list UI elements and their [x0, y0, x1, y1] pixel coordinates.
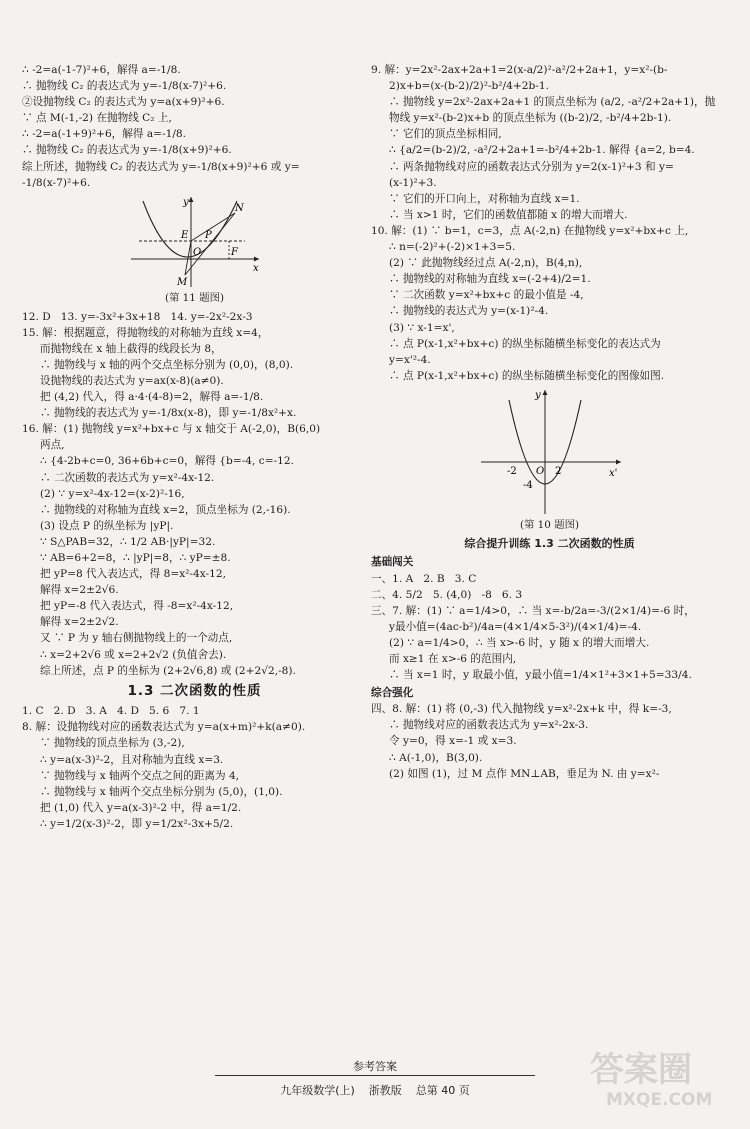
text-line: ∴ y=1/2(x-3)²-2，即 y=1/2x²-3x+5/2. — [40, 817, 234, 830]
text-line: 2)x+b=(x-(b-2)/2)²-b²/4+2b-1. — [389, 80, 549, 93]
text-line: ∴ 点 P(x-1,x²+bx+c) 的纵坐标随横坐标变化的图像如图. — [389, 369, 665, 382]
text-line: 10. 解：(1) ∵ b=1，c=3，点 A(-2,n) 在抛物线 y=x²+bx+c 上, — [371, 224, 689, 237]
text-line: ∵ 二次函数 y=x²+bx+c 的最小值是 -4, — [389, 289, 584, 302]
right-block-3 — [371, 701, 728, 781]
text-line: ∵ S△PAB=32，∴ 1/2 AB·|yP|=32. — [40, 535, 216, 548]
text-line: -1/8(x-7)²+6. — [22, 176, 91, 189]
section-subheading: 综合提升训练 1.3 二次函数的性质 — [464, 536, 635, 550]
label-m: M — [176, 276, 187, 288]
left-block-1 — [22, 62, 367, 191]
text-line: ∴ 抛物线的对称轴为直线 x=(-2+4)/2=1. — [389, 273, 591, 286]
right-block-1 — [371, 62, 728, 384]
text-line: ∴ 抛物线的表达式为 y=-1/8x(x-8)，即 y=-1/8x²+x. — [40, 407, 297, 420]
text-line: 物线 y=x²-(b-2)x+b 的顶点坐标为 ((b-2)/2, -b²/4+2b-1). — [389, 112, 672, 125]
label-2: 2 — [554, 465, 561, 477]
label-y: y — [534, 389, 541, 401]
text-line: 而 x≥1 在 x>-6 的范围内, — [389, 652, 517, 665]
text-line: ∴ -2=a(-1-7)²+6，解得 a=-1/8. — [22, 64, 181, 76]
label-e: E — [180, 229, 188, 241]
text-line: 8. 解：设抛物线对应的函数表达式为 y=a(x+m)²+k(a≠0). — [22, 721, 306, 734]
text-line: ∴ -2=a(-1+9)²+6，解得 a=-1/8. — [22, 128, 187, 141]
text-line: 把 (4,2) 代入，得 a·4·(4-8)=2，解得 a=-1/8. — [40, 391, 264, 404]
text-line: 又 ∵ P 为 y 轴右侧抛物线上的一个动点, — [40, 632, 233, 645]
text-line: ∴ 抛物线 C₂ 的表达式为 y=-1/8(x-7)²+6. — [22, 80, 227, 93]
segment-pn — [191, 213, 235, 241]
text-line: 把 yP=-8 代入表达式，得 -8=x²-4x-12, — [40, 600, 234, 613]
text-line: ∴ n=(-2)²+(-2)×1+3=5. — [389, 241, 516, 254]
text-line: 解得 x=2±2√6. — [40, 584, 119, 597]
text-line: ∴ x=2+2√6 或 x=2+2√2 (负值舍去). — [40, 648, 227, 661]
figure-10-parabola — [475, 386, 625, 516]
text-line: 解得 x=2±2√2. — [40, 616, 119, 629]
text-line: ∴ 当 x=1 时，y 取最小值，y最小值=1/4×1²+3×1+5=33/4. — [389, 669, 692, 682]
text-line: ∴ 抛物线的表达式为 y=(x-1)²-4. — [389, 305, 549, 318]
text-line: ∴ y=a(x-3)²-2，且对称轴为直线 x=3. — [40, 753, 224, 766]
text-line: ∵ AB=6+2=8，∴ |yP|=8，∴ yP=±8. — [40, 551, 231, 564]
text-line: ∴ 抛物线对应的函数表达式为 y=x²-2x-3. — [389, 719, 589, 732]
text-line: y=x'²-4. — [389, 353, 431, 366]
text-line: ∴ 抛物线与 x 轴的两个交点坐标分别为 (0,0)，(8,0). — [40, 358, 294, 371]
left-column — [22, 62, 367, 832]
section-basic: 基础闯关 — [371, 556, 414, 569]
text-line: ∴ 当 x>1 时，它们的函数值都随 x 的增大而增大. — [389, 208, 628, 221]
y-axis-arrow — [188, 197, 193, 202]
left-block-3 — [22, 703, 367, 832]
text-line: (3) 设点 P 的纵坐标为 |yP|. — [40, 519, 174, 532]
footer-divider — [215, 1075, 535, 1076]
label-o: O — [192, 246, 201, 258]
text-line: ∵ 抛物线的顶点坐标为 (3,-2), — [40, 737, 185, 750]
text-line: 15. 解：根据题意，得抛物线的对称轴为直线 x=4， — [22, 326, 269, 339]
text-line: ∵ 抛物线与 x 轴两个交点之间的距离为 4, — [40, 769, 240, 782]
text-line: ∵ 它们的顶点坐标相同, — [389, 128, 502, 141]
text-line: 把 (1,0) 代入 y=a(x-3)²-2 中，得 a=1/2. — [40, 801, 242, 814]
figure-11-parabola — [125, 193, 265, 289]
label-f: F — [230, 246, 238, 258]
text-line: 设抛物线的表达式为 y=ax(x-8)(a≠0). — [40, 374, 224, 387]
text-line: ∵ 点 M(-1,-2) 在抛物线 C₂ 上, — [22, 112, 172, 125]
watermark-small-text: MXQE.COM — [606, 1090, 713, 1110]
text-line: y最小值=(4ac-b²)/4a=(4×1/4×5-3²)/(4×1/4)=-4. — [389, 620, 642, 633]
text-line: 综上所述，点 P 的坐标为 (2+2√6,8) 或 (2+2√2,-8). — [40, 664, 296, 677]
watermark-logo — [586, 1043, 736, 1111]
right-column — [371, 62, 728, 782]
text-line: 1. C 2. D 3. A 4. D 5. 6 7. 1 — [22, 705, 200, 718]
right-block-2 — [371, 571, 728, 684]
text-line: 一、1. A 2. B 3. C — [371, 572, 477, 585]
section-heading-1-3: 1.3 二次函数的性质 — [127, 682, 262, 699]
text-line: ∵ 它们的开口向上，对称轴为直线 x=1. — [389, 192, 580, 205]
watermark-big-text: 答案圈 — [590, 1050, 692, 1090]
label-x-prime: x' — [608, 467, 617, 479]
label-o: O — [535, 465, 544, 477]
text-line: (2) ∵ 此抛物线经过点 A(-2,n)，B(4,n), — [389, 257, 583, 270]
text-line: 二、4. 5/2 5. (4,0) -8 6. 3 — [371, 588, 523, 601]
footer-title: 参考答案 — [353, 1060, 397, 1073]
text-line: ∴ 二次函数的表达式为 y=x²-4x-12. — [40, 471, 215, 484]
text-line: (x-1)²+3. — [389, 176, 437, 189]
section-strong: 综合强化 — [371, 687, 414, 700]
label-neg4: -4 — [522, 479, 533, 491]
text-line: ∴ 两条抛物线对应的函数表达式分别为 y=2(x-1)²+3 和 y= — [389, 160, 674, 173]
segment-mn — [185, 213, 235, 275]
y-axis-arrow — [542, 390, 547, 395]
text-line: (2) ∵ y=x²-4x-12=(x-2)²-16, — [40, 487, 185, 500]
text-line: ∴ {4-2b+c=0, 36+6b+c=0，解得 {b=-4, c=-12. — [40, 455, 294, 468]
footer-page: 总第 40 页 — [415, 1084, 470, 1097]
x-axis-arrow — [254, 256, 259, 261]
text-line: ∴ 抛物线 y=2x²-2ax+2a+1 的顶点坐标为 (a/2, -a²/2+2a+1)，抛 — [389, 96, 716, 109]
footer-edition: 浙教版 — [368, 1084, 402, 1097]
text-line: 四、8. 解：(1) 将 (0,-3) 代入抛物线 y=x²-2x+k 中，得 k=-3, — [371, 703, 672, 716]
text-line: 16. 解：(1) 抛物线 y=x²+bx+c 与 x 轴交于 A(-2,0)，B(6,0) — [22, 423, 321, 436]
label-x: x — [252, 262, 259, 274]
text-line: 而抛物线在 x 轴上截得的线段长为 8， — [40, 342, 222, 355]
label-neg2: -2 — [506, 465, 517, 477]
text-line: 令 y=0，得 x=-1 或 x=3. — [389, 735, 517, 748]
text-line: (2) ∵ a=1/4>0，∴ 当 x>-6 时，y 随 x 的增大而增大. — [389, 636, 650, 649]
label-y: y — [182, 196, 189, 208]
label-n: N — [234, 202, 244, 214]
label-p: P — [204, 229, 212, 241]
text-line: ∴ 点 P(x-1,x²+bx+c) 的纵坐标随横坐标变化的表达式为 — [389, 337, 661, 350]
text-line: ∴ A(-1,0)，B(3,0). — [389, 751, 483, 764]
text-line: ∴ {a/2=(b-2)/2, -a²/2+2a+1=-b²/4+2b-1. 解得 {a=2, b=4. — [389, 144, 695, 157]
text-line: 两点, — [40, 439, 65, 452]
footer-grade: 九年级数学(上) — [280, 1084, 355, 1097]
text-line: 12. D 13. y=-3x²+3x+18 14. y=-2x²-2x-3 — [22, 310, 253, 323]
text-line: ②设抛物线 C₂ 的表达式为 y=a(x+9)²+6. — [22, 96, 225, 109]
x-axis-arrow — [616, 459, 621, 464]
text-line: ∴ 抛物线的对称轴为直线 x=2，顶点坐标为 (2,-16). — [40, 503, 291, 516]
figure-10-caption: (第 10 题图) — [519, 518, 580, 531]
segment-me — [185, 241, 191, 275]
text-line: 三、7. 解：(1) ∵ a=1/4>0，∴ 当 x=-b/2a=-3/(2×1/4)=-6 时， — [371, 604, 695, 617]
text-line: ∴ 抛物线与 x 轴两个交点坐标分别为 (5,0)，(1,0). — [40, 785, 283, 798]
text-line: 把 yP=8 代入表达式，得 8=x²-4x-12, — [40, 568, 226, 581]
figure-11-caption: (第 11 题图) — [164, 291, 225, 304]
text-line: (3) ∵ x-1=x', — [389, 321, 455, 334]
text-line: (2) 如图 (1)，过 M 点作 MN⊥AB，垂足为 N. 由 y=x²- — [389, 767, 660, 780]
text-line: ∴ 抛物线 C₂ 的表达式为 y=-1/8(x+9)²+6. — [22, 144, 232, 157]
text-line: 9. 解：y=2x²-2ax+2a+1=2(x-a/2)²-a²/2+2a+1，y=x²-(b- — [371, 64, 668, 76]
left-block-2 — [22, 309, 367, 679]
text-line: 综上所述，抛物线 C₂ 的表达式为 y=-1/8(x+9)²+6 或 y= — [22, 160, 300, 173]
